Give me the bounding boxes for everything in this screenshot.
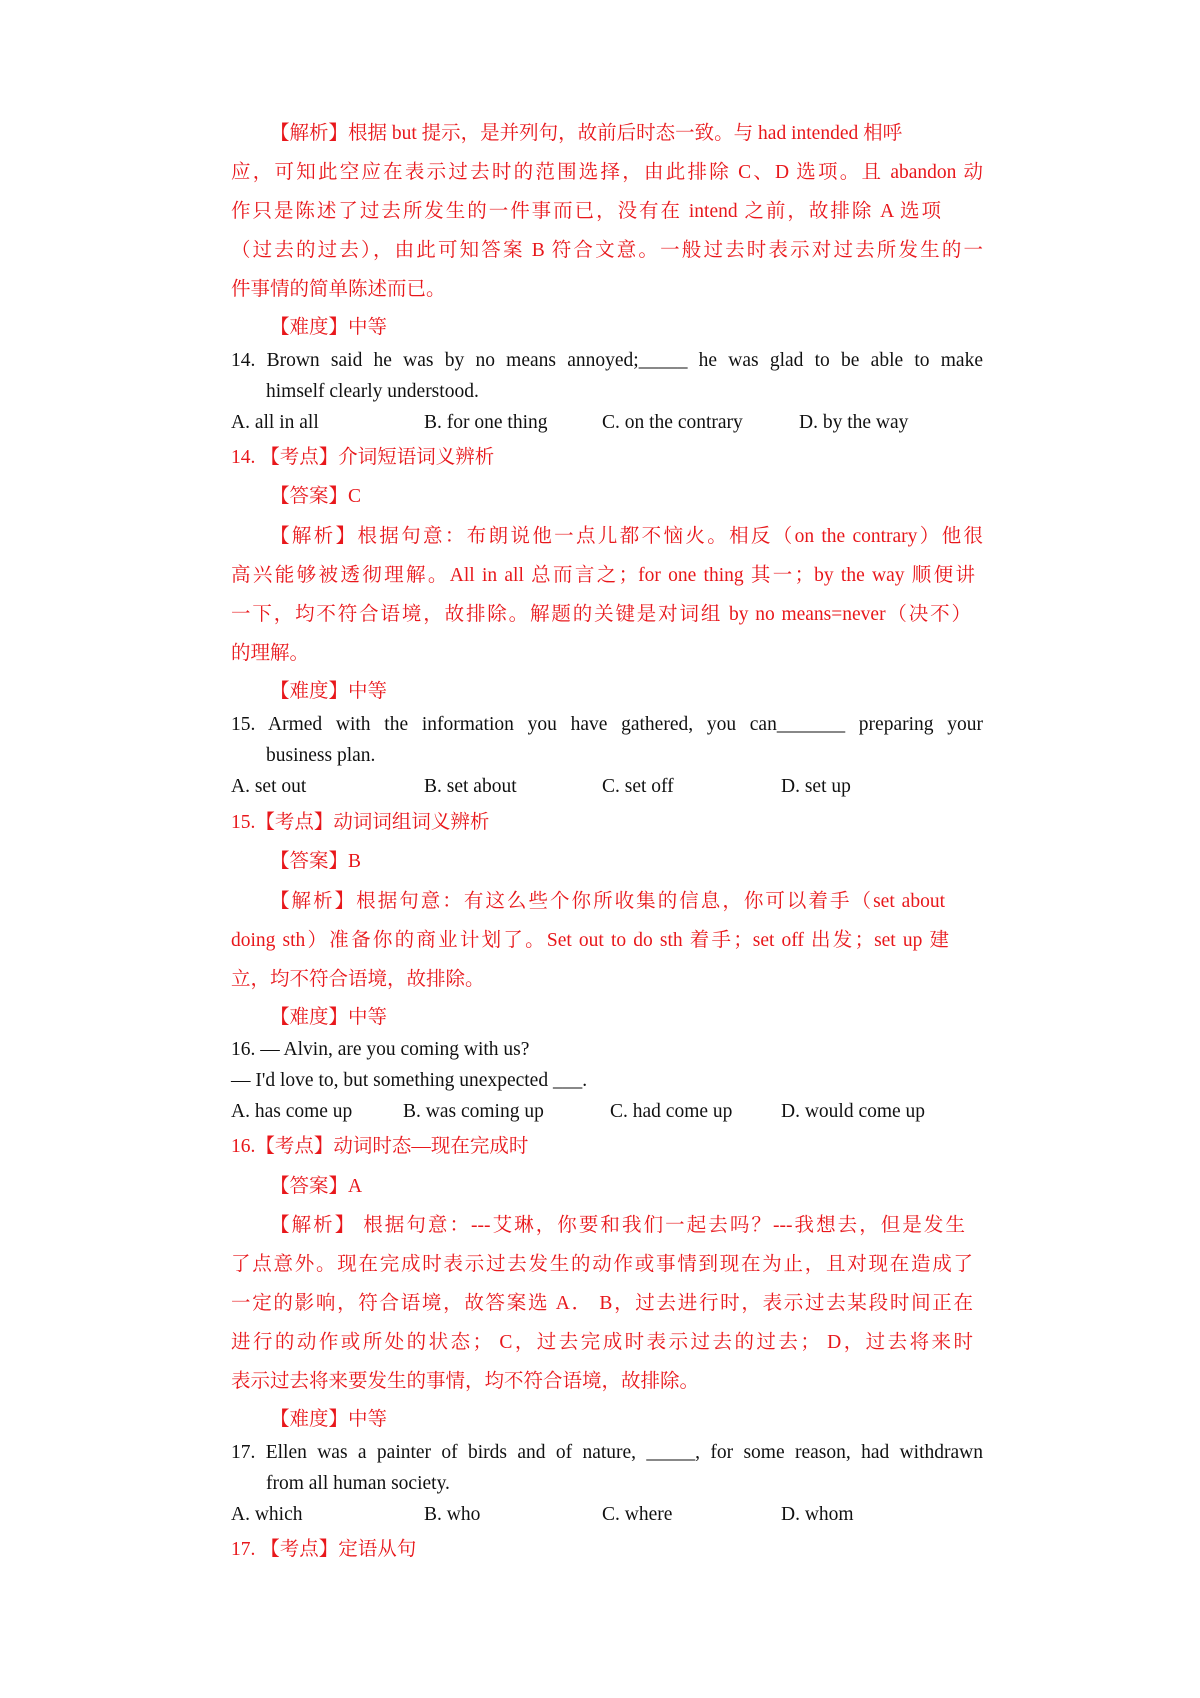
- q16-answer: 【答案】A: [270, 1176, 363, 1197]
- q13-analysis-line-5: 件事情的简单陈述而已。: [231, 279, 446, 300]
- q14-kaodian: 14. 【考点】介词短语词义辨析: [231, 447, 495, 468]
- q14-option-b: B. for one thing: [424, 412, 548, 433]
- q14-option-c: C. on the contrary: [602, 412, 743, 433]
- q13-analysis-line-3: 作只是陈述了过去所发生的一件事而已，没有在 intend 之前，故排除 A 选项: [231, 201, 941, 222]
- q17-option-d: D. whom: [781, 1504, 854, 1525]
- q15-analysis-line-2: doing sth）准备你的商业计划了。Set out to do sth 着手；set off 出发；set up 建: [231, 930, 949, 951]
- q17-option-c: C. where: [602, 1504, 673, 1525]
- q14-analysis-line-2: 高兴能够被透彻理解。All in all 总而言之；for one thing 其一；by the way 顺便讲: [231, 565, 975, 586]
- q16-kaodian: 16.【考点】动词时态—现在完成时: [231, 1136, 529, 1157]
- q14-difficulty: 【难度】中等: [270, 681, 388, 702]
- q17-stem-line-1: 17. Ellen was a painter of birds and of nature, _____, for some reason, had withdrawn: [231, 1442, 983, 1463]
- q16-analysis-line-4: 进行的动作或所处的状态； C，过去完成时表示过去的过去； D，过去将来时: [231, 1332, 973, 1353]
- q14-stem-line-1: 14. Brown said he was by no means annoyed;_____ he was glad to be able to make: [231, 350, 983, 371]
- q16-analysis-line-5: 表示过去将来要发生的事情，均不符合语境，故排除。: [231, 1371, 700, 1392]
- q16-option-b: B. was coming up: [403, 1101, 544, 1122]
- q13-difficulty: 【难度】中等: [270, 317, 388, 338]
- q14-analysis-line-1: 【解析】根据句意：布朗说他一点儿都不恼火。相反（on the contrary）他很: [270, 526, 983, 547]
- q16-difficulty: 【难度】中等: [270, 1409, 388, 1430]
- q14-analysis-line-4: 的理解。: [231, 643, 310, 664]
- q16-analysis-line-2: 了点意外。现在完成时表示过去发生的动作或事情到现在为止，且对现在造成了: [231, 1254, 973, 1275]
- q15-option-d: D. set up: [781, 776, 851, 797]
- q14-option-a: A. all in all: [231, 412, 319, 433]
- q15-stem-line-1: 15. Armed with the information you have gathered, you can_______ preparing your: [231, 714, 983, 735]
- q15-analysis-line-3: 立，均不符合语境，故排除。: [231, 969, 485, 990]
- q15-option-b: B. set about: [424, 776, 517, 797]
- q16-stem-line-1: 16. — Alvin, are you coming with us?: [231, 1039, 530, 1060]
- q15-kaodian: 15.【考点】动词词组词义辨析: [231, 812, 490, 833]
- q13-analysis-line-4: （过去的过去），由此可知答案 B 符合文意。一般过去时表示对过去所发生的一: [231, 240, 983, 261]
- q16-analysis-line-3: 一定的影响，符合语境，故答案选 A． B，过去进行时，表示过去某段时间正在: [231, 1293, 973, 1314]
- q17-option-b: B. who: [424, 1504, 481, 1525]
- q14-option-d: D. by the way: [799, 412, 909, 433]
- q15-difficulty: 【难度】中等: [270, 1007, 388, 1028]
- q15-stem-line-2: business plan.: [266, 745, 376, 766]
- q17-stem-line-2: from all human society.: [266, 1473, 450, 1494]
- q15-option-c: C. set off: [602, 776, 674, 797]
- q16-option-d: D. would come up: [781, 1101, 926, 1122]
- q15-option-a: A. set out: [231, 776, 307, 797]
- q16-option-c: C. had come up: [610, 1101, 733, 1122]
- q16-stem-line-2: — I'd love to, but something unexpected ___.: [231, 1070, 588, 1091]
- q16-option-a: A. has come up: [231, 1101, 353, 1122]
- q13-analysis-line-1: 【解析】根据 but 提示，是并列句，故前后时态一致。与 had intended 相呼: [270, 123, 903, 144]
- q16-analysis-line-1: 【解析】 根据句意：---艾琳，你要和我们一起去吗？---我想去，但是发生: [270, 1215, 965, 1236]
- q17-option-a: A. which: [231, 1504, 303, 1525]
- q14-answer: 【答案】C: [270, 486, 362, 507]
- q14-stem-line-2: himself clearly understood.: [266, 381, 479, 402]
- q17-kaodian: 17. 【考点】定语从句: [231, 1539, 417, 1560]
- q13-analysis-line-2: 应，可知此空应在表示过去时的范围选择，由此排除 C、D 选项。且 abandon 动: [231, 162, 983, 183]
- q14-analysis-line-3: 一下，均不符合语境，故排除。解题的关键是对词组 by no means=never（决不）: [231, 604, 971, 625]
- q15-analysis-line-1: 【解析】根据句意：有这么些个你所收集的信息，你可以着手（set about: [270, 891, 945, 912]
- q15-answer: 【答案】B: [270, 851, 362, 872]
